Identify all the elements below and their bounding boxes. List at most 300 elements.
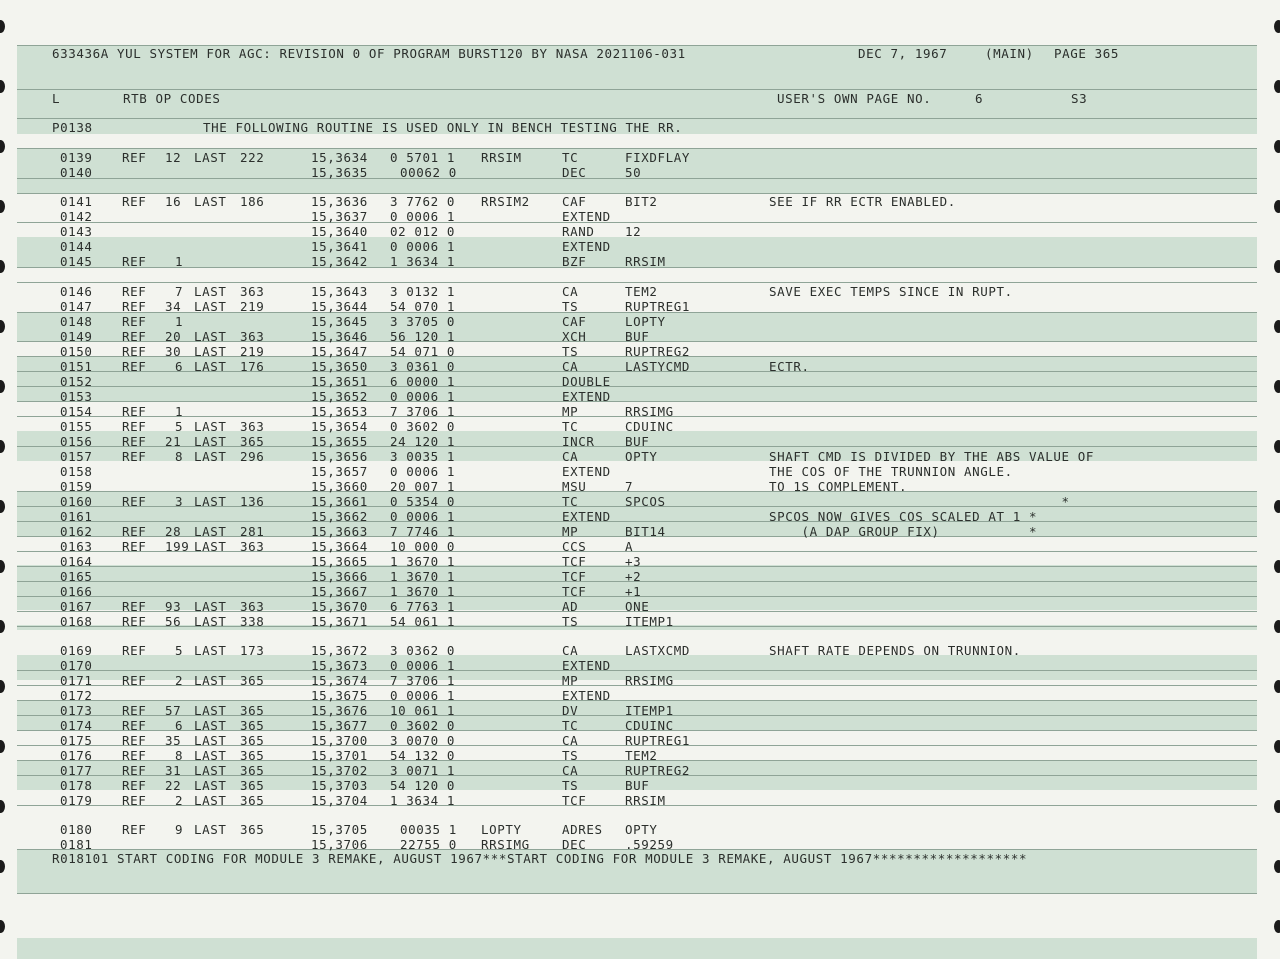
opcode: TS [562, 778, 579, 793]
last-page: 363 [240, 419, 265, 434]
opcode: CA [562, 733, 579, 748]
operand: LOPTY [625, 314, 666, 329]
sprocket-hole-left [0, 620, 5, 633]
sprocket-hole-right [1274, 920, 1280, 933]
last-marker: LAST [194, 718, 227, 733]
operand: FIXDFLAY [625, 150, 691, 165]
ref-marker: REF [122, 614, 147, 629]
opcode: TC [562, 494, 579, 509]
line-number: 0164 [60, 554, 93, 569]
octal-word: 00062 0 [400, 165, 457, 180]
sprocket-hole-right [1274, 440, 1280, 453]
octal-word: 1 3670 1 [390, 554, 456, 569]
symbol-label: RRSIM2 [481, 194, 530, 209]
opcode: CA [562, 284, 579, 299]
octal-word: 3 0362 0 [390, 643, 456, 658]
opcode: EXTEND [562, 239, 611, 254]
opcode: CA [562, 359, 579, 374]
ref-count: 3 [175, 494, 184, 509]
address: 15,3675 [311, 688, 368, 703]
operand: 12 [625, 224, 642, 239]
ref-marker: REF [122, 329, 147, 344]
opcode: INCR [562, 434, 595, 449]
line-number: 0166 [60, 584, 93, 599]
octal-word: 1 3670 1 [390, 584, 456, 599]
operand: +3 [625, 554, 642, 569]
octal-word: 1 3670 1 [390, 569, 456, 584]
octal-word: 3 0071 1 [390, 763, 456, 778]
opcode: XCH [562, 329, 587, 344]
address: 15,3663 [311, 524, 368, 539]
operand: BUF [625, 778, 650, 793]
address: 15,3673 [311, 658, 368, 673]
last-page: 365 [240, 748, 265, 763]
last-marker: LAST [194, 329, 227, 344]
address: 15,3640 [311, 224, 368, 239]
octal-word: 3 0361 0 [390, 359, 456, 374]
address: 15,3700 [311, 733, 368, 748]
last-marker: LAST [194, 150, 227, 165]
ref-marker: REF [122, 718, 147, 733]
operand: ITEMP1 [625, 703, 674, 718]
octal-word: 1 3634 1 [390, 793, 456, 808]
sprocket-hole-left [0, 500, 5, 513]
symbol-label: RRSIM [481, 150, 522, 165]
address: 15,3677 [311, 718, 368, 733]
last-page: 365 [240, 822, 265, 837]
line-number: 0142 [60, 209, 93, 224]
opcode: CAF [562, 314, 587, 329]
octal-word: 7 3706 1 [390, 404, 456, 419]
opcode: EXTEND [562, 688, 611, 703]
line-number: 0178 [60, 778, 93, 793]
opcode: MP [562, 524, 579, 539]
listing-row [17, 509, 1257, 524]
listing-row [17, 209, 1257, 224]
last-marker: LAST [194, 822, 227, 837]
operand: RUPTREG2 [625, 763, 691, 778]
opcode: TCF [562, 793, 587, 808]
remark: SPCOS NOW GIVES COS SCALED AT 1 * [769, 509, 1038, 524]
ref-count: 56 [165, 614, 182, 629]
listing-main-tag: (MAIN) [985, 46, 1034, 61]
operand: ITEMP1 [625, 614, 674, 629]
ref-count: 28 [165, 524, 182, 539]
last-page: 363 [240, 329, 265, 344]
sprocket-hole-right [1274, 380, 1280, 393]
operand: +1 [625, 584, 642, 599]
last-page: 365 [240, 763, 265, 778]
remark: TO 1S COMPLEMENT. [769, 479, 908, 494]
opcode: DOUBLE [562, 374, 611, 389]
operand: CDUINC [625, 419, 674, 434]
remark: ECTR. [769, 359, 810, 374]
last-marker: LAST [194, 778, 227, 793]
address: 15,3702 [311, 763, 368, 778]
ruled-line [17, 118, 1257, 119]
ref-marker: REF [122, 254, 147, 269]
listing-row [17, 464, 1257, 479]
address: 15,3676 [311, 703, 368, 718]
listing-title: 633436A YUL SYSTEM FOR AGC: REVISION 0 OF PROGRAM BURST120 BY NASA 2021106-031 [52, 46, 686, 61]
line-number: 0181 [60, 837, 93, 852]
line-number: 0171 [60, 673, 93, 688]
octal-word: 0 0006 1 [390, 209, 456, 224]
last-marker: LAST [194, 793, 227, 808]
last-page: 363 [240, 599, 265, 614]
line-number: 0177 [60, 763, 93, 778]
ruled-line [17, 148, 1257, 149]
octal-word: 00035 1 [400, 822, 457, 837]
ref-marker: REF [122, 449, 147, 464]
greenbar-band [17, 938, 1257, 959]
remark: SHAFT RATE DEPENDS ON TRUNNION. [769, 643, 1021, 658]
line-number: 0162 [60, 524, 93, 539]
octal-word: 56 120 1 [390, 329, 456, 344]
last-marker: LAST [194, 673, 227, 688]
octal-word: 0 0006 1 [390, 464, 456, 479]
sprocket-hole-left [0, 20, 5, 33]
sprocket-hole-left [0, 860, 5, 873]
line-number: 0157 [60, 449, 93, 464]
address: 15,3671 [311, 614, 368, 629]
operand: +2 [625, 569, 642, 584]
address: 15,3664 [311, 539, 368, 554]
ref-marker: REF [122, 793, 147, 808]
last-page: 363 [240, 539, 265, 554]
line-number: 0172 [60, 688, 93, 703]
address: 15,3644 [311, 299, 368, 314]
address: 15,3655 [311, 434, 368, 449]
octal-word: 0 5354 0 [390, 494, 456, 509]
opcode: EXTEND [562, 658, 611, 673]
line-number: 0150 [60, 344, 93, 359]
last-marker: LAST [194, 763, 227, 778]
last-marker: LAST [194, 643, 227, 658]
opcode: TS [562, 748, 579, 763]
ref-marker: REF [122, 599, 147, 614]
sprocket-hole-right [1274, 620, 1280, 633]
sprocket-hole-right [1274, 320, 1280, 333]
operand: TEM2 [625, 748, 658, 763]
line-number: 0179 [60, 793, 93, 808]
operand: LASTYCMD [625, 359, 691, 374]
last-marker: LAST [194, 733, 227, 748]
line-number: 0158 [60, 464, 93, 479]
line-number: 0154 [60, 404, 93, 419]
address: 15,3706 [311, 837, 368, 852]
opcode: MSU [562, 479, 587, 494]
ref-count: 30 [165, 344, 182, 359]
operand: RRSIM [625, 254, 666, 269]
operand: RUPTREG1 [625, 733, 691, 748]
line-number: 0159 [60, 479, 93, 494]
last-page: 219 [240, 299, 265, 314]
ref-count: 20 [165, 329, 182, 344]
operand: BIT2 [625, 194, 658, 209]
octal-word: 24 120 1 [390, 434, 456, 449]
sprocket-hole-right [1274, 20, 1280, 33]
operand: TEM2 [625, 284, 658, 299]
address: 15,3634 [311, 150, 368, 165]
line-number: 0168 [60, 614, 93, 629]
operand: RRSIMG [625, 673, 674, 688]
address: 15,3656 [311, 449, 368, 464]
opcode: TC [562, 718, 579, 733]
address: 15,3657 [311, 464, 368, 479]
opcode: EXTEND [562, 509, 611, 524]
line-number: 0160 [60, 494, 93, 509]
ref-count: 5 [175, 419, 184, 434]
line-number: 0148 [60, 314, 93, 329]
sprocket-hole-right [1274, 260, 1280, 273]
line-number: 0155 [60, 419, 93, 434]
ref-marker: REF [122, 763, 147, 778]
symbol-label: RRSIMG [481, 837, 530, 852]
octal-word: 10 061 1 [390, 703, 456, 718]
last-marker: LAST [194, 419, 227, 434]
last-marker: LAST [194, 284, 227, 299]
address: 15,3652 [311, 389, 368, 404]
ref-marker: REF [122, 194, 147, 209]
ref-marker: REF [122, 822, 147, 837]
line-number: 0140 [60, 165, 93, 180]
operand: SPCOS [625, 494, 666, 509]
opcode: TS [562, 344, 579, 359]
opcode: TC [562, 150, 579, 165]
sprocket-hole-left [0, 800, 5, 813]
line-number: 0180 [60, 822, 93, 837]
footer-revision-line: R018101 START CODING FOR MODULE 3 REMAKE, AUGUST 1967***START CODING FOR MODULE 3 REMAKE, AUGUST 1967******************* [52, 851, 1028, 866]
octal-word: 54 071 0 [390, 344, 456, 359]
line-number: 0139 [60, 150, 93, 165]
address: 15,3661 [311, 494, 368, 509]
ref-marker: REF [122, 778, 147, 793]
octal-word: 54 120 0 [390, 778, 456, 793]
last-page: 365 [240, 733, 265, 748]
ref-count: 2 [175, 673, 184, 688]
comment-line-text: THE FOLLOWING ROUTINE IS USED ONLY IN BENCH TESTING THE RR. [203, 120, 683, 135]
line-number: 0149 [60, 329, 93, 344]
last-page: 365 [240, 703, 265, 718]
ref-marker: REF [122, 733, 147, 748]
operand: RUPTREG1 [625, 299, 691, 314]
octal-word: 54 070 1 [390, 299, 456, 314]
ref-marker: REF [122, 404, 147, 419]
line-number: 0173 [60, 703, 93, 718]
ref-count: 31 [165, 763, 182, 778]
last-page: 365 [240, 673, 265, 688]
ref-count: 16 [165, 194, 182, 209]
sprocket-hole-left [0, 920, 5, 933]
last-page: 222 [240, 150, 265, 165]
ref-marker: REF [122, 344, 147, 359]
line-number: 0152 [60, 374, 93, 389]
address: 15,3667 [311, 584, 368, 599]
opcode: CAF [562, 194, 587, 209]
last-marker: LAST [194, 599, 227, 614]
opcode: DEC [562, 837, 587, 852]
listing-row [17, 239, 1257, 254]
address: 15,3674 [311, 673, 368, 688]
ruled-line [17, 282, 1257, 283]
remark: (A DAP GROUP FIX) * [769, 524, 1038, 539]
octal-word: 3 0035 1 [390, 449, 456, 464]
line-number: 0153 [60, 389, 93, 404]
ref-marker: REF [122, 703, 147, 718]
address: 15,3670 [311, 599, 368, 614]
remark: * [769, 494, 1070, 509]
users-page-label: USER'S OWN PAGE NO. [777, 91, 932, 106]
octal-word: 0 0006 1 [390, 509, 456, 524]
line-number: 0145 [60, 254, 93, 269]
octal-word: 0 0006 1 [390, 688, 456, 703]
opcode: RAND [562, 224, 595, 239]
last-page: 365 [240, 718, 265, 733]
address: 15,3654 [311, 419, 368, 434]
address: 15,3650 [311, 359, 368, 374]
line-number: 0163 [60, 539, 93, 554]
sprocket-hole-left [0, 200, 5, 213]
operand: BUF [625, 329, 650, 344]
sprocket-hole-right [1274, 740, 1280, 753]
sprocket-hole-left [0, 320, 5, 333]
address: 15,3645 [311, 314, 368, 329]
octal-word: 7 7746 1 [390, 524, 456, 539]
last-page: 296 [240, 449, 265, 464]
line-number: 0176 [60, 748, 93, 763]
ref-marker: REF [122, 643, 147, 658]
address: 15,3704 [311, 793, 368, 808]
operand: CDUINC [625, 718, 674, 733]
ref-marker: REF [122, 299, 147, 314]
ruled-line [17, 893, 1257, 894]
octal-word: 0 3602 0 [390, 718, 456, 733]
octal-word: 54 061 1 [390, 614, 456, 629]
octal-word: 7 3706 1 [390, 673, 456, 688]
last-marker: LAST [194, 494, 227, 509]
last-marker: LAST [194, 748, 227, 763]
sprocket-hole-left [0, 560, 5, 573]
users-page-number: 6 [975, 91, 984, 106]
opcode: ADRES [562, 822, 603, 837]
opcode: TS [562, 614, 579, 629]
address: 15,3646 [311, 329, 368, 344]
sprocket-hole-right [1274, 500, 1280, 513]
ref-count: 1 [175, 254, 184, 269]
opcode: AD [562, 599, 579, 614]
line-number: 0174 [60, 718, 93, 733]
octal-word: 3 0132 1 [390, 284, 456, 299]
ref-count: 34 [165, 299, 182, 314]
opcode: CA [562, 763, 579, 778]
octal-word: 0 0006 1 [390, 239, 456, 254]
sprocket-hole-left [0, 380, 5, 393]
last-page: 186 [240, 194, 265, 209]
ref-count: 8 [175, 449, 184, 464]
octal-word: 3 3705 0 [390, 314, 456, 329]
last-page: 365 [240, 778, 265, 793]
address: 15,3651 [311, 374, 368, 389]
last-marker: LAST [194, 614, 227, 629]
last-page: 176 [240, 359, 265, 374]
octal-word: 1 3634 1 [390, 254, 456, 269]
last-marker: LAST [194, 194, 227, 209]
ref-count: 93 [165, 599, 182, 614]
remark: SEE IF RR ECTR ENABLED. [769, 194, 956, 209]
sprocket-hole-right [1274, 560, 1280, 573]
sprocket-hole-right [1274, 860, 1280, 873]
line-number: 0167 [60, 599, 93, 614]
opcode: BZF [562, 254, 587, 269]
listing-row [17, 479, 1257, 494]
sprocket-hole-left [0, 80, 5, 93]
address: 15,3641 [311, 239, 368, 254]
listing-row [17, 658, 1257, 673]
address: 15,3660 [311, 479, 368, 494]
ref-count: 5 [175, 643, 184, 658]
remark: THE COS OF THE TRUNNION ANGLE. [769, 464, 1013, 479]
ref-count: 6 [175, 359, 184, 374]
last-marker: LAST [194, 359, 227, 374]
operand: OPTY [625, 449, 658, 464]
address: 15,3666 [311, 569, 368, 584]
remark: SAVE EXEC TEMPS SINCE IN RUPT. [769, 284, 1013, 299]
address: 15,3672 [311, 643, 368, 658]
address: 15,3636 [311, 194, 368, 209]
octal-word: 02 012 0 [390, 224, 456, 239]
opcode: CA [562, 643, 579, 658]
address: 15,3662 [311, 509, 368, 524]
ref-count: 2 [175, 793, 184, 808]
sprocket-hole-left [0, 740, 5, 753]
last-marker: LAST [194, 539, 227, 554]
line-number: 0169 [60, 643, 93, 658]
octal-word: 10 000 0 [390, 539, 456, 554]
ref-count: 57 [165, 703, 182, 718]
line-number: 0161 [60, 509, 93, 524]
ref-marker: REF [122, 419, 147, 434]
ref-count: 6 [175, 718, 184, 733]
last-page: 363 [240, 284, 265, 299]
address: 15,3665 [311, 554, 368, 569]
ref-count: 12 [165, 150, 182, 165]
octal-word: 6 0000 1 [390, 374, 456, 389]
sprocket-hole-right [1274, 200, 1280, 213]
ref-marker: REF [122, 524, 147, 539]
last-page: 365 [240, 793, 265, 808]
ref-count: 1 [175, 314, 184, 329]
opcode: TC [562, 419, 579, 434]
remark: SHAFT CMD IS DIVIDED BY THE ABS VALUE OF [769, 449, 1095, 464]
opcode: MP [562, 404, 579, 419]
sheet-number: S3 [1071, 91, 1088, 106]
last-marker: LAST [194, 434, 227, 449]
sprocket-hole-left [0, 680, 5, 693]
comment-line-number: P0138 [52, 120, 93, 135]
ref-count: 1 [175, 404, 184, 419]
address: 15,3635 [311, 165, 368, 180]
ref-marker: REF [122, 284, 147, 299]
opcode: EXTEND [562, 209, 611, 224]
octal-word: 3 7762 0 [390, 194, 456, 209]
sprocket-hole-left [0, 140, 5, 153]
last-page: 281 [240, 524, 265, 539]
last-page: 365 [240, 434, 265, 449]
line-number: 0143 [60, 224, 93, 239]
operand: RUPTREG2 [625, 344, 691, 359]
line-number: 0170 [60, 658, 93, 673]
